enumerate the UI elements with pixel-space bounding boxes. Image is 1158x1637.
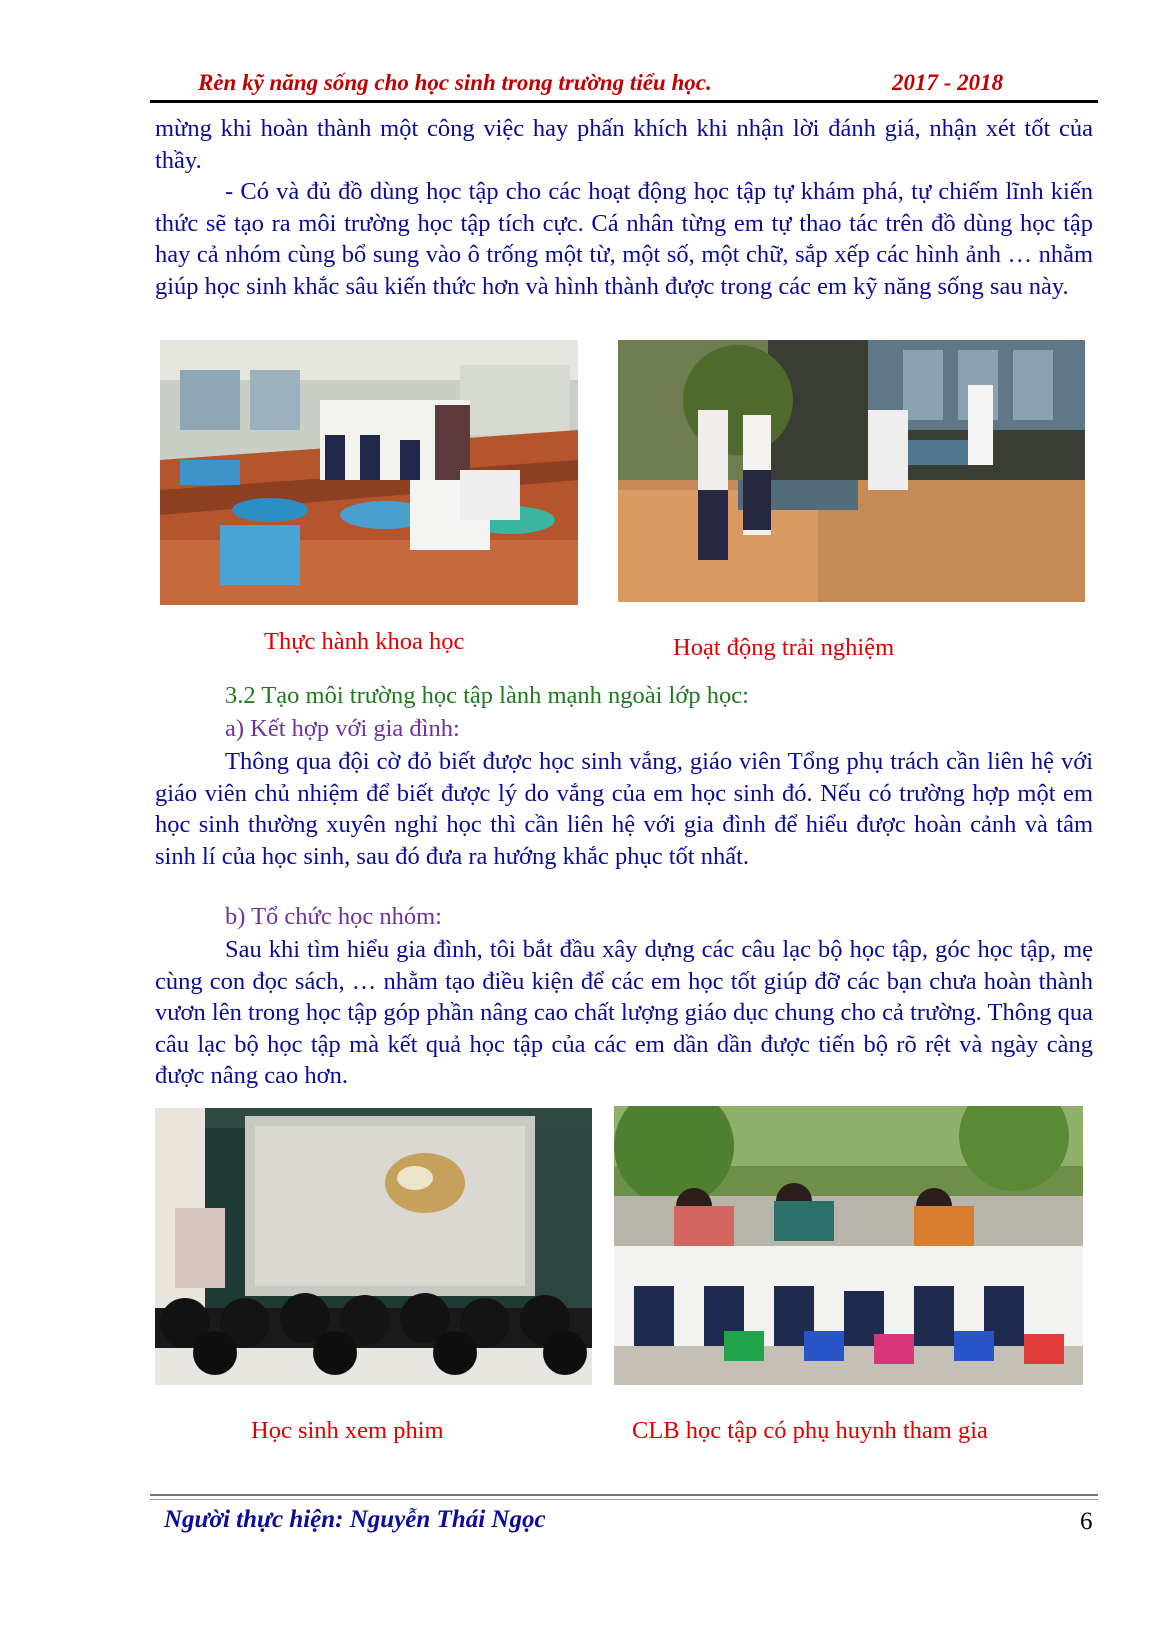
subheading-b: b) Tổ chức học nhóm:: [225, 903, 442, 930]
caption-photo-2: Hoạt động trải nghiệm: [673, 634, 895, 661]
page-number: 6: [1080, 1508, 1093, 1535]
paragraph-1: mừng khi hoàn thành một công việc hay phấn khích khi nhận lời đánh giá, nhận xét tốt của thầy.: [155, 115, 1093, 174]
paragraph-2: - Có và đủ đồ dùng học tập cho các hoạt động học tập tự khám phá, tự chiếm lĩnh kiến thức sẽ tạo ra môi trường học tập tích cực. Cá nhân từng em tự thao tác trên đồ dùng học tập hay cả nhóm cùng bổ sung vào ô trống một từ, một số, một chữ, sắp xếp các hình ảnh … nhằm giúp học sinh khắc sâu kiến thức hơn và hình thành được trong các em kỹ năng sống sau này.: [155, 178, 1093, 300]
subheading-a: a) Kết hợp với gia đình:: [225, 715, 460, 742]
caption-photo-3: Học sinh xem phim: [251, 1417, 444, 1444]
photo-science-practice: [160, 340, 578, 605]
section-heading: 3.2 Tạo môi trường học tập lành mạnh ngoài lớp học:: [225, 682, 749, 709]
footer-divider: [150, 1494, 1098, 1496]
footer-author: Người thực hiện: Nguyễn Thái Ngọc: [164, 1506, 546, 1533]
footer-divider-thin: [150, 1499, 1098, 1500]
photo-experiential-activity: [618, 340, 1085, 602]
photo-study-club-with-parents: [614, 1106, 1083, 1385]
caption-photo-1: Thực hành khoa học: [264, 628, 465, 655]
header-title: Rèn kỹ năng sống cho học sinh trong trường tiểu học.: [198, 70, 712, 95]
paragraph-3: Thông qua đội cờ đỏ biết được học sinh vắng, giáo viên Tổng phụ trách cần liên hệ với giáo viên chủ nhiệm để biết được lý do vắng của em học sinh đó. Nếu có trường hợp một em học sinh thường xuyên nghỉ học thì cần liên hệ với gia đình để hiểu được hoàn cảnh và tâm sinh lí của học sinh, sau đó đưa ra hướng khắc phục tốt nhất.: [155, 748, 1093, 870]
header-year: 2017 - 2018: [892, 70, 1004, 95]
photo-students-watching-film: [155, 1108, 592, 1385]
header-divider: [150, 100, 1098, 103]
paragraph-4: Sau khi tìm hiểu gia đình, tôi bắt đầu xây dựng các câu lạc bộ học tập, góc học tập, mẹ cùng con đọc sách, … nhằm tạo điều kiện để các em học tốt giúp đỡ các bạn chưa hoàn thành vươn lên trong học tập góp phần nâng cao chất lượng giáo dục chung cho cả trường. Thông qua câu lạc bộ học tập mà kết quả học tập của các em dần dần được tiến bộ rõ rệt và ngày càng được nâng cao hơn.: [155, 936, 1093, 1089]
caption-photo-4: CLB học tập có phụ huynh tham gia: [632, 1417, 988, 1444]
